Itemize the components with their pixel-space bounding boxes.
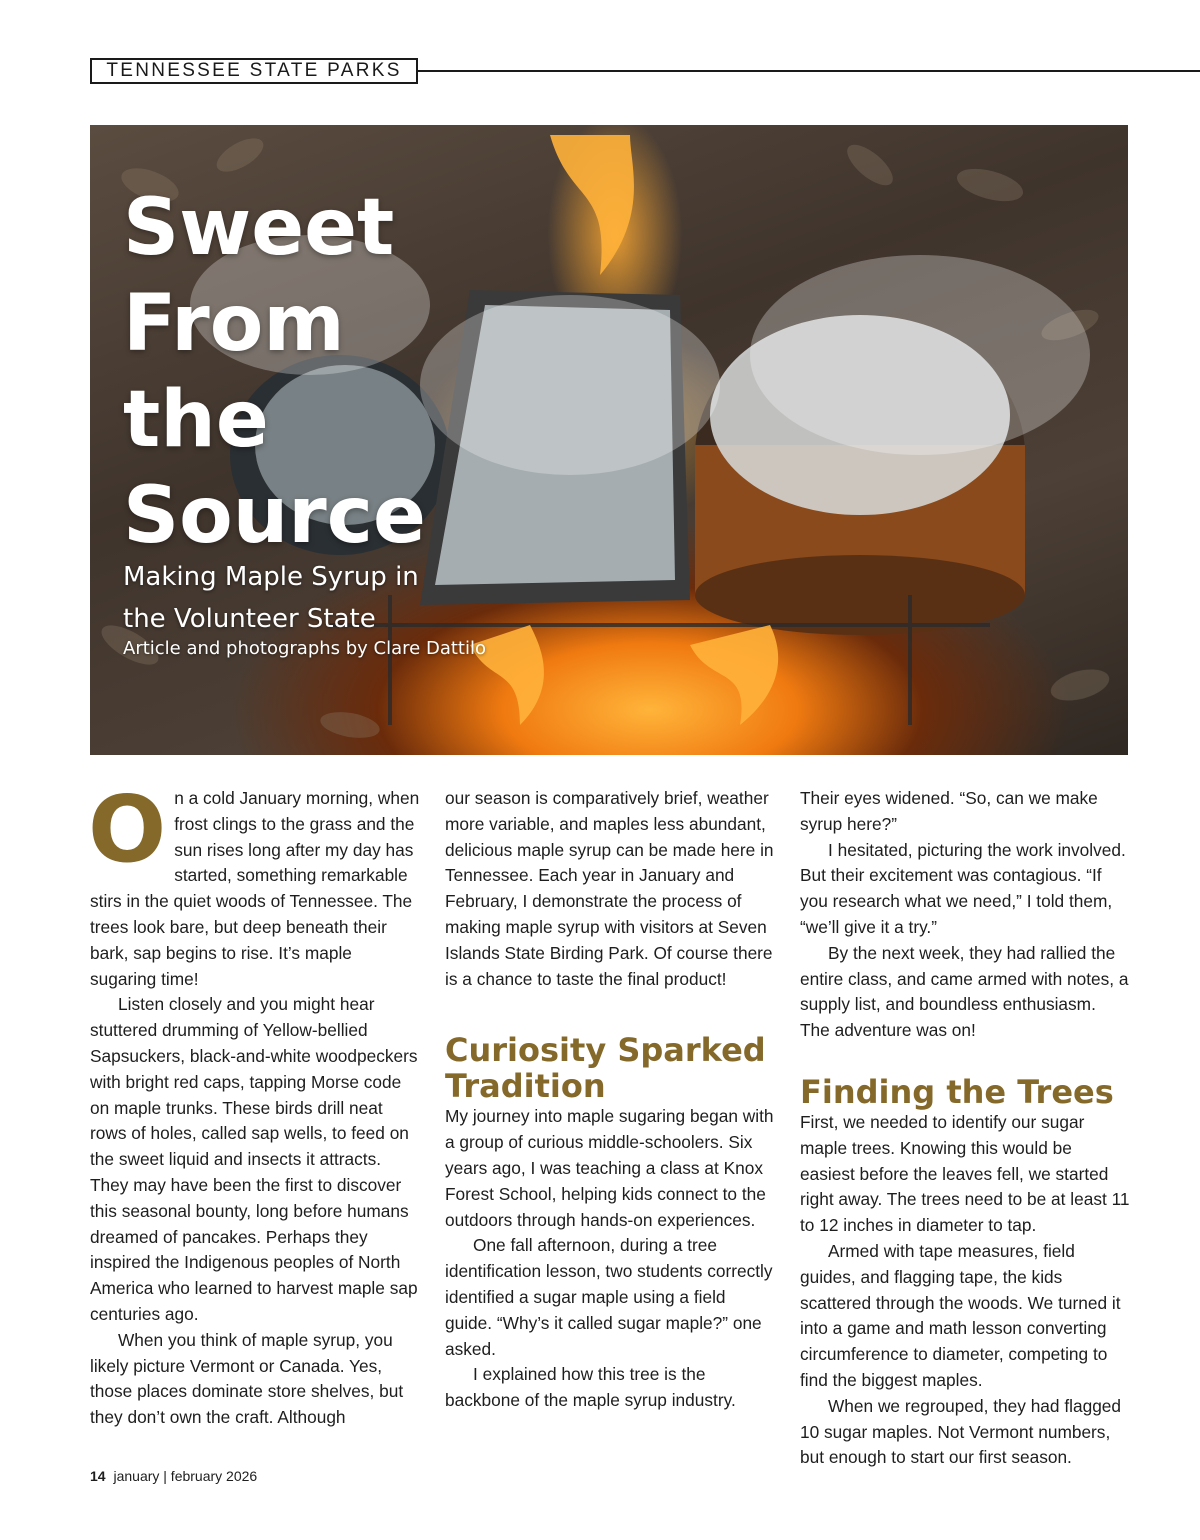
paragraph: When we regrouped, they had flagged 10 sugar maples. Not Vermont numbers, but enough to start our first season. — [800, 1395, 1122, 1468]
title-line-1: Sweet — [123, 183, 395, 273]
column-3 — [800, 786, 1130, 1471]
heading-line-1: Curiosity Sparked — [445, 1031, 766, 1070]
paragraph — [88, 776, 420, 992]
paragraph: My journey into maple sugaring began with a group of curious middle-schoolers. Six years ago, I was teaching a class at Knox Forest School, helping kids connect to the outdoors through hands-on experiences. — [445, 1106, 774, 1230]
article-credit: Article and photographs by Clare Dattilo — [123, 638, 486, 659]
paragraph: First, we needed to identify our sugar maple trees. Knowing this would be easiest before the leaves fell, we started right away. The trees need to be at least 11 to 12 inches in diameter to tap. — [800, 1111, 1130, 1236]
paragraph: I hesitated, picturing the work involved. But their excitement was contagious. “If you research what we need,” I told them, “we’ll give it a try.” — [800, 839, 1126, 937]
page-footer — [90, 1468, 257, 1484]
heading-line-2: Tradition — [445, 1067, 606, 1106]
paragraph: our season is comparatively brief, weather more variable, and maples less abundant, delicious maple syrup can be made here in Tennessee. Each year in January and February, I demonstrate the process of making maple syrup with visitors at Seven Islands State Birding Park. Of course there is a chance to taste the final product! — [445, 788, 774, 989]
section-heading-trees: Finding the Trees — [800, 1072, 1114, 1111]
paragraph: Listen closely and you might hear stuttered drumming of Yellow-bellied Sapsuckers, black-and-white woodpeckers with bright red caps, tapping Morse code on maple trunks. These birds drill neat rows of holes, called sap wells, to feed on the sweet liquid and insects it attracts. They may have been the first to discover this seasonal bounty, long before humans dreamed of pancakes. Perhaps they inspired the Indigenous peoples of North America who learned to harvest maple sap centuries ago. — [90, 994, 418, 1324]
title-line-3: the — [123, 375, 269, 465]
drop-cap: O — [88, 776, 167, 883]
header-rule — [418, 70, 1200, 72]
paragraph-text: n a cold January morning, when frost clings to the grass and the sun rises long after my day has started, something remarkable stirs in the quiet woods of Tennessee. The trees look bare, but deep beneath their bark, sap begins to rise. It’s maple sugaring time! — [90, 788, 420, 989]
section-label: TENNESSEE STATE PARKS — [90, 58, 418, 84]
subtitle-line-1: Making Maple Syrup in — [123, 562, 419, 592]
issue-date: january | february 2026 — [113, 1468, 258, 1484]
article-subtitle — [123, 556, 419, 640]
column-1 — [88, 776, 420, 1431]
page-number: 14 — [90, 1468, 106, 1484]
paragraph: I explained how this tree is the backbone of the maple syrup industry. — [445, 1364, 736, 1411]
paragraph: Their eyes widened. “So, can we make syrup here?” — [800, 788, 1098, 834]
paragraph: Armed with tape measures, field guides, and flagging tape, the kids scattered through the woods. We turned it into a game and math lesson converting circumference to diameter, competing to find the biggest maples. — [800, 1240, 1121, 1390]
hero-photo — [90, 125, 1128, 755]
article-title — [123, 180, 426, 564]
paragraph: When you think of maple syrup, you likely picture Vermont or Canada. Yes, those places dominate store shelves, but they don’t own the craft. Although — [90, 1329, 404, 1428]
paragraph: One fall afternoon, during a tree identification lesson, two students correctly identified a sugar maple using a field guide. “Why’s it called sugar maple?” one asked. — [445, 1235, 773, 1359]
column-2 — [445, 786, 775, 1414]
subtitle-line-2: the Volunteer State — [123, 604, 376, 634]
title-line-2: From — [123, 279, 345, 369]
paragraph: By the next week, they had rallied the entire class, and came armed with notes, a supply list, and boundless enthusiasm. The adventure was on! — [800, 942, 1129, 1041]
title-line-4: Source — [123, 471, 426, 561]
section-heading-curiosity — [445, 1032, 775, 1104]
